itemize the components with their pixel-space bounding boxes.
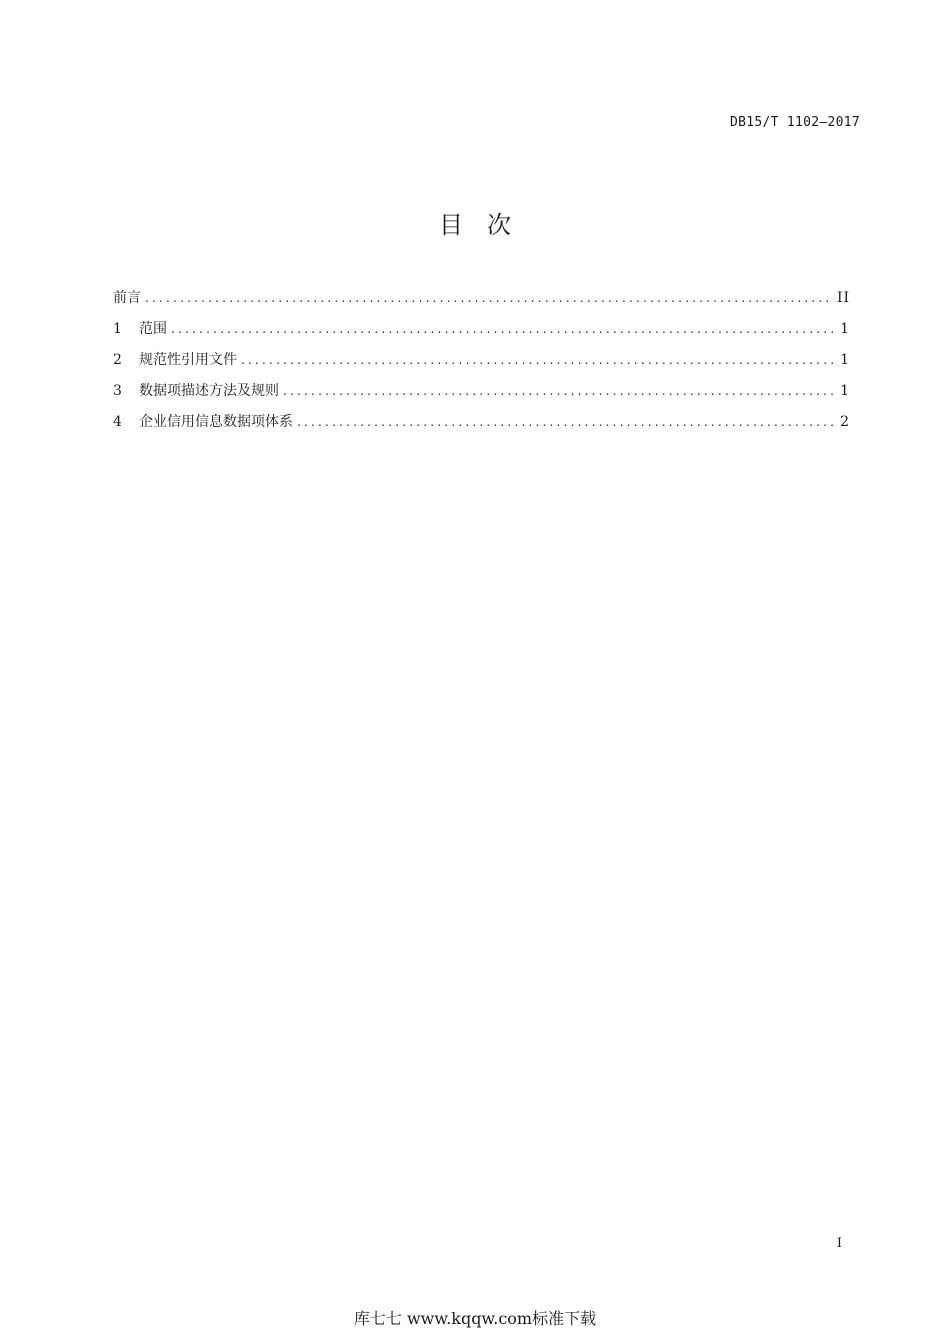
toc-entry-description-rules[interactable] — [113, 380, 850, 411]
toc-entry-foreword[interactable] — [113, 287, 850, 318]
document-code: DB15/T 1102—2017 — [729, 115, 860, 130]
toc-entry-scope[interactable] — [113, 318, 850, 349]
toc-entry-number: 2 — [113, 352, 122, 368]
toc-entry-label: 前言 — [113, 290, 141, 306]
toc-entry-normative-references[interactable] — [113, 349, 850, 380]
table-of-contents — [113, 287, 850, 442]
toc-entry-label: 企业信用信息数据项体系 — [139, 414, 293, 430]
toc-entry-label: 规范性引用文件 — [139, 352, 237, 368]
toc-entry-label: 范围 — [139, 321, 167, 337]
toc-entry-data-item-system[interactable] — [113, 411, 850, 442]
toc-entry-page: 1 — [840, 352, 850, 368]
toc-entry-page: II — [836, 290, 850, 306]
page-title: 目次 — [439, 211, 535, 239]
dot-leader — [297, 411, 836, 433]
dot-leader — [283, 380, 836, 402]
dot-leader — [171, 318, 836, 340]
toc-entry-number: 3 — [113, 383, 122, 399]
toc-entry-page: 2 — [840, 414, 850, 430]
toc-entry-label: 数据项描述方法及规则 — [139, 383, 279, 399]
toc-entry-number: 4 — [113, 414, 122, 430]
footer-watermark-text: 库七七 www.kqqw.com标准下载 — [353, 1309, 597, 1328]
dot-leader — [241, 349, 836, 371]
dot-leader — [145, 287, 833, 309]
toc-entry-page: 1 — [840, 321, 850, 337]
toc-entry-page: 1 — [840, 383, 850, 399]
page-number: I — [836, 1236, 842, 1251]
toc-entry-number: 1 — [113, 321, 122, 337]
